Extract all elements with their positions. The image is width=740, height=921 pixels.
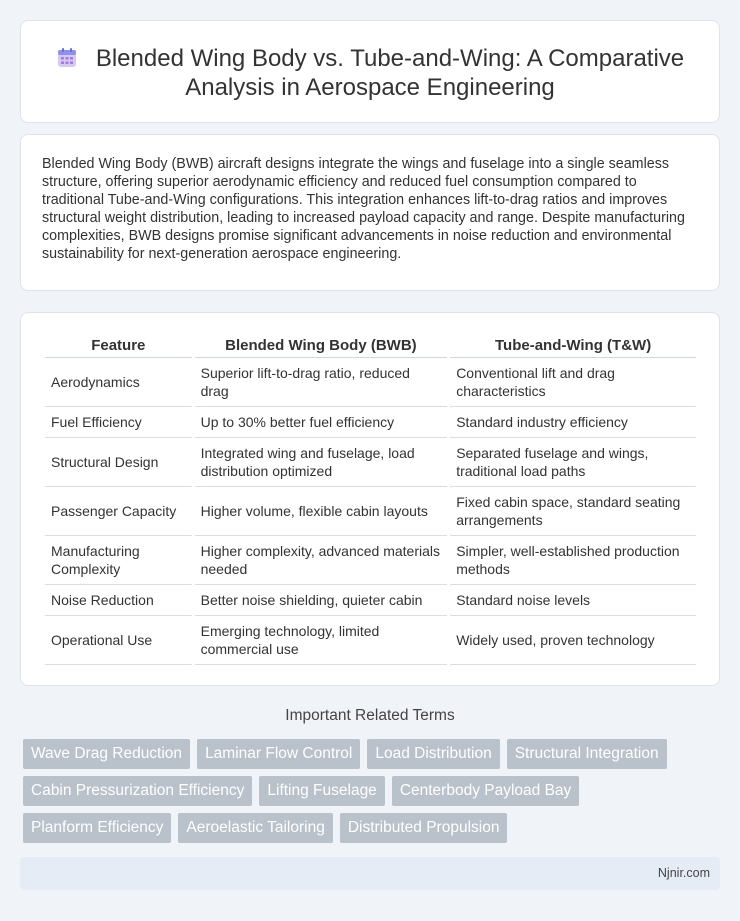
table-row	[45, 487, 696, 536]
row-bwb: Integrated wing and fuselage, load distribution optimized	[195, 438, 448, 487]
intro-card	[20, 134, 720, 291]
footer-brand[interactable]: Njnir.com	[657, 866, 710, 880]
row-feature: Operational Use	[45, 616, 192, 665]
tag-laminar-flow-control[interactable]: Laminar Flow Control	[197, 739, 360, 769]
row-tw: Standard noise levels	[450, 585, 696, 616]
tag-row	[23, 739, 713, 769]
table-row	[45, 616, 696, 665]
table-row	[45, 358, 696, 407]
row-feature: Structural Design	[45, 438, 192, 487]
row-tw: Simpler, well-established production methods	[450, 536, 696, 585]
row-feature: Noise Reduction	[45, 585, 192, 616]
calendar-icon	[56, 47, 78, 69]
table-row	[45, 536, 696, 585]
related-terms-title: Important Related Terms	[285, 707, 455, 724]
tag-load-distribution[interactable]: Load Distribution	[367, 739, 499, 769]
page-title-wrap	[51, 44, 689, 102]
row-tw: Separated fuselage and wings, traditional load paths	[450, 438, 696, 487]
row-feature: Passenger Capacity	[45, 487, 192, 536]
row-bwb: Better noise shielding, quieter cabin	[195, 585, 448, 616]
header-bwb: Blended Wing Body (BWB)	[195, 333, 448, 358]
row-tw: Standard industry efficiency	[450, 407, 696, 438]
comparison-card	[20, 312, 720, 686]
row-feature: Manufacturing Complexity	[45, 536, 192, 585]
row-bwb: Emerging technology, limited commercial use	[195, 616, 448, 665]
intro-paragraph: Blended Wing Body (BWB) aircraft designs integrate the wings and fuselage into a single seamless structure, offering superior aerodynamic efficiency and reduced fuel consumption compared to traditional Tube-and-Wing configurations. This integration enhances lift-to-drag ratios and improves structural weight distribution, leading to increased payload capacity and range. Despite manufacturing complexities, BWB designs promise significant advancements in noise reduction and environmental sustainability for next-generation aerospace engineering.	[42, 156, 685, 262]
footer	[20, 857, 720, 890]
row-bwb: Higher complexity, advanced materials needed	[195, 536, 448, 585]
row-bwb: Superior lift-to-drag ratio, reduced drag	[195, 358, 448, 407]
header-tw: Tube-and-Wing (T&W)	[450, 333, 696, 358]
row-tw: Conventional lift and drag characteristics	[450, 358, 696, 407]
table-row	[45, 407, 696, 438]
table-row	[45, 585, 696, 616]
row-feature: Aerodynamics	[45, 358, 192, 407]
tag-planform-efficiency[interactable]: Planform Efficiency	[23, 813, 171, 843]
tag-row	[23, 776, 713, 806]
tag-wave-drag-reduction[interactable]: Wave Drag Reduction	[23, 739, 190, 769]
row-feature: Fuel Efficiency	[45, 407, 192, 438]
table-header-row	[45, 333, 696, 358]
row-tw: Fixed cabin space, standard seating arrangements	[450, 487, 696, 536]
table-row	[45, 438, 696, 487]
comparison-table	[42, 333, 699, 665]
tag-distributed-propulsion[interactable]: Distributed Propulsion	[340, 813, 508, 843]
tag-lifting-fuselage[interactable]: Lifting Fuselage	[259, 776, 384, 806]
tag-structural-integration[interactable]: Structural Integration	[507, 739, 667, 769]
related-terms	[23, 739, 713, 850]
row-bwb: Up to 30% better fuel efficiency	[195, 407, 448, 438]
row-bwb: Higher volume, flexible cabin layouts	[195, 487, 448, 536]
tag-row	[23, 813, 713, 843]
row-tw: Widely used, proven technology	[450, 616, 696, 665]
tag-centerbody-payload-bay[interactable]: Centerbody Payload Bay	[392, 776, 579, 806]
header-feature: Feature	[45, 333, 192, 358]
tag-aeroelastic-tailoring[interactable]: Aeroelastic Tailoring	[178, 813, 332, 843]
page-title: Blended Wing Body vs. Tube-and-Wing: A Comparative Analysis in Aerospace Engineering	[95, 45, 685, 101]
tag-cabin-pressurization-efficiency[interactable]: Cabin Pressurization Efficiency	[23, 776, 252, 806]
title-card	[20, 20, 720, 123]
